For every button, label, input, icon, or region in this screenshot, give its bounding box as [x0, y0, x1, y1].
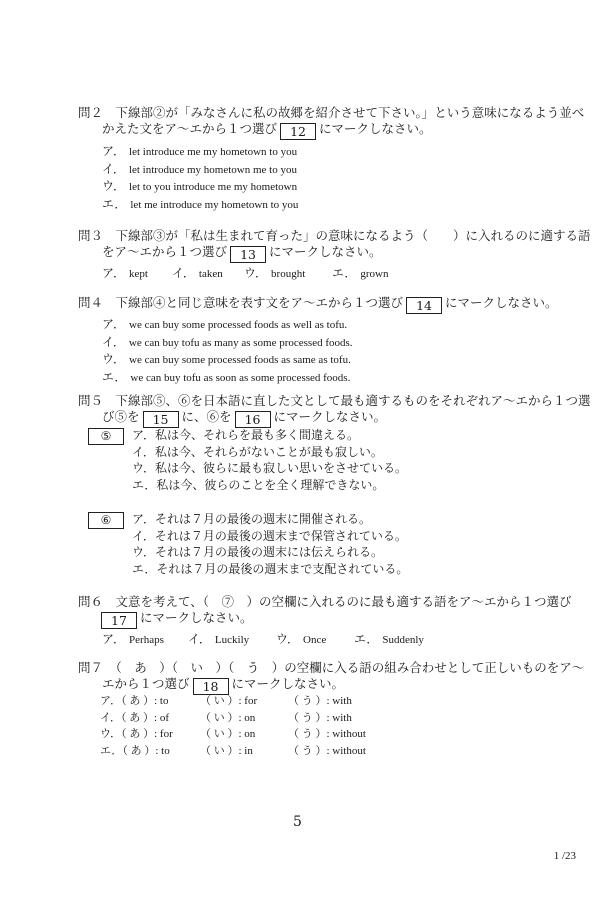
- sub-question-label: ⑤: [88, 428, 124, 445]
- option: イ． Luckily: [188, 632, 250, 646]
- sub-question-options: [132, 427, 407, 493]
- question-text: にマークしなさい。: [445, 295, 558, 310]
- option: エ． Suddenly: [354, 632, 424, 646]
- combination-options: [100, 693, 366, 759]
- option: ア．私は今、それらを最も多く間違える。: [132, 428, 360, 442]
- answer-box: 18: [193, 678, 229, 695]
- sub-question-label: ⑥: [88, 512, 124, 529]
- sub-question-options: [132, 511, 408, 577]
- option: ウ． Once: [276, 632, 327, 646]
- question-text: び⑤を: [102, 409, 140, 424]
- question-number: 問４: [78, 295, 104, 310]
- question-text: 文意を考えて、（ ⑦ ）の空欄に入れるのに最も適する語をア～エから１つ選び: [115, 594, 572, 609]
- answer-box: 17: [101, 612, 137, 629]
- question-text: をア～エから１つ選び: [102, 244, 228, 259]
- option: ア．（ あ ）: to （ い ）: for （ う ）: with: [100, 695, 352, 707]
- question-text: にマークしなさい。: [269, 244, 382, 259]
- option: ウ． we can buy some processed foods as same as tofu.: [102, 352, 351, 366]
- option: イ． taken: [172, 266, 223, 280]
- option: ウ． brought: [244, 266, 306, 280]
- question-number: 問３: [78, 228, 104, 243]
- question-3: [78, 228, 591, 282]
- option: ア． kept: [102, 266, 148, 280]
- option: ウ．（ あ ）: for （ い ）: on （ う ）: without: [100, 728, 366, 740]
- option: エ．（ あ ）: to （ い ）: in （ う ）: without: [100, 744, 366, 757]
- page-number: 5: [293, 814, 302, 830]
- question-number: 問５: [78, 393, 104, 408]
- question-number: 問２: [78, 105, 104, 120]
- question-text: に、⑥を: [181, 409, 232, 424]
- question-2: [78, 105, 585, 213]
- option: イ．（ あ ）: of （ い ）: on （ う ）: with: [100, 711, 352, 724]
- option: イ． we can buy tofu as many as some processed foods.: [102, 334, 353, 349]
- option: イ．それは７月の最後の週末まで保管されている。: [132, 528, 407, 543]
- question-text: 下線部④と同じ意味を表す文をア～エから１つ選び: [115, 295, 404, 310]
- question-text: エから１つ選び: [102, 676, 190, 691]
- answer-box: 15: [143, 411, 179, 428]
- answer-box: 13: [230, 246, 266, 263]
- option: ア．それは７月の最後の週末に開催される。: [132, 512, 372, 526]
- option: エ．それは７月の最後の週末まで支配されている。: [132, 561, 409, 576]
- question-text: にマークしなさい。: [140, 610, 253, 625]
- option: エ． let me introduce my hometown to you: [102, 196, 299, 211]
- option: ウ．それは７月の最後の週末には伝えられる。: [132, 545, 384, 559]
- question-7: [78, 660, 585, 695]
- option: ウ．私は今、彼らに最も寂しい思いをさせている。: [132, 461, 408, 475]
- answer-box: 16: [235, 411, 271, 428]
- option: ア． we can buy some processed foods as well as tofu.: [102, 317, 348, 331]
- question-text: にマークしなさい。: [319, 121, 432, 136]
- option: エ． grown: [332, 266, 389, 280]
- question-5: [78, 393, 591, 428]
- page-count: 1 /23: [553, 850, 576, 862]
- question-text: （ あ ）（ い ）（ う ）の空欄に入る語の組み合わせとして正しいものをア～: [115, 660, 585, 675]
- question-text: 下線部⑤、⑥を日本語に直した文として最も適するものをそれぞれア～エから１つ選: [115, 393, 591, 408]
- question-text: 下線部②が「みなさんに私の故郷を紹介させて下さい。」という意味になるよう並べ: [115, 105, 585, 120]
- question-number: 問７: [78, 660, 104, 675]
- question-text: かえた文をア～エから１つ選び: [102, 121, 278, 136]
- option-row: [102, 631, 578, 648]
- question-4: [78, 295, 578, 386]
- question-text: にマークしなさい。: [273, 409, 387, 424]
- option: ア． Perhaps: [102, 632, 164, 646]
- question-text: 下線部③が「私は生まれて育った」の意味になるよう（ ）に入れるのに適する語: [115, 228, 591, 243]
- answer-box: 14: [406, 297, 442, 314]
- answer-box: 12: [280, 123, 316, 140]
- option: ア． let introduce me my hometown to you: [102, 144, 298, 158]
- option: イ． let introduce my hometown me to you: [102, 161, 297, 176]
- question-6: [78, 594, 578, 648]
- question-text: にマークしなさい。: [231, 676, 345, 691]
- option: エ． we can buy tofu as soon as some processed foods.: [102, 369, 351, 384]
- question-number: 問６: [78, 594, 104, 609]
- option: イ．私は今、それらがないことが最も寂しい。: [132, 444, 383, 459]
- option-row: [102, 265, 578, 282]
- option: ウ． let to you introduce me my hometown: [102, 179, 298, 193]
- option: エ．私は今、彼らのことを全く理解できない。: [132, 477, 385, 492]
